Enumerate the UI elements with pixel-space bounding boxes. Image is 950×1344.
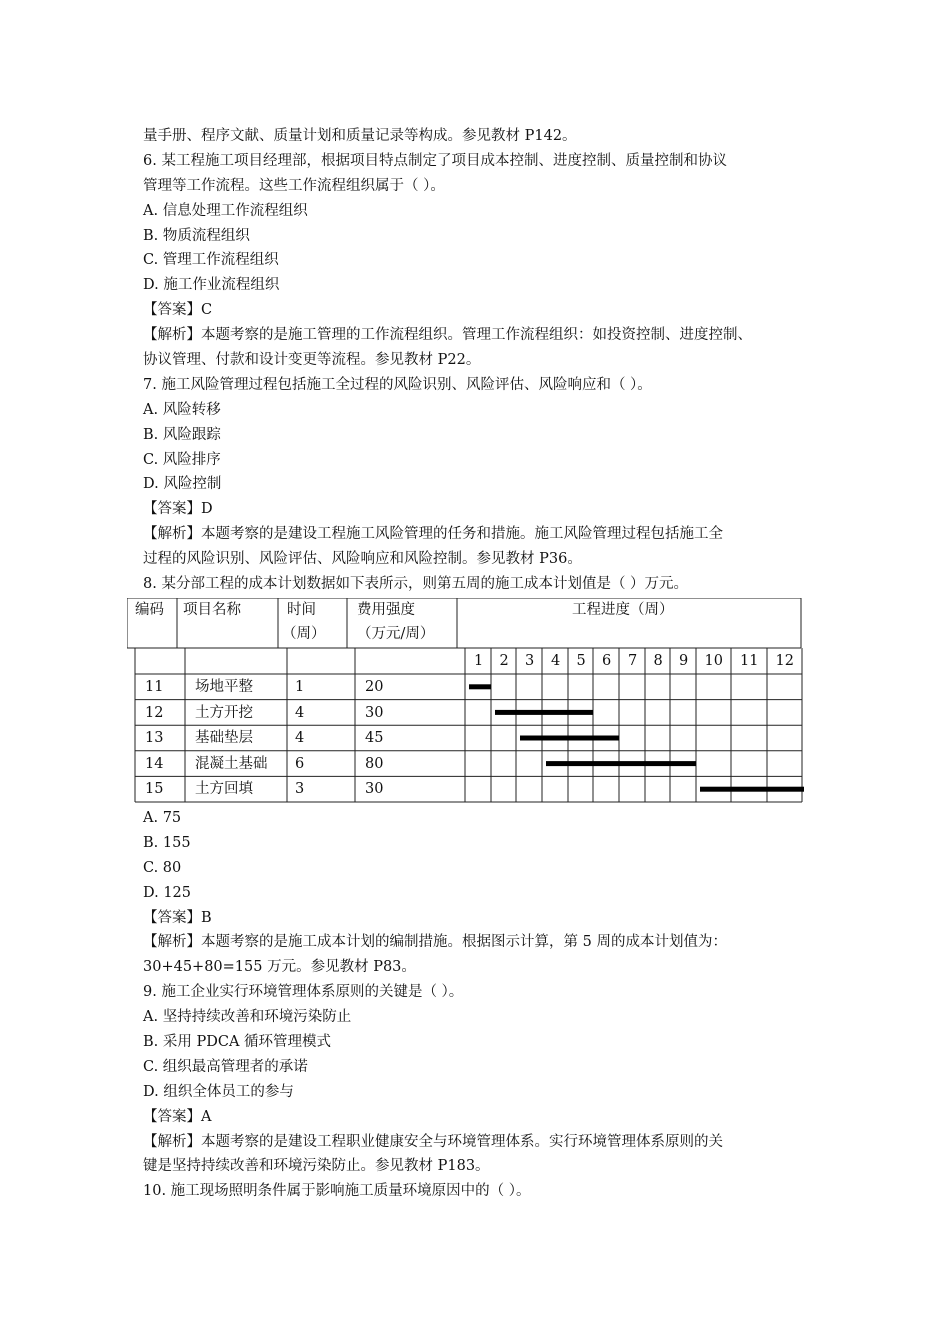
row-duration: 4 (295, 704, 305, 721)
option-c: C. 组织最高管理者的承诺 (143, 1058, 308, 1075)
option-d: D. 施工作业流程组织 (143, 277, 280, 294)
gantt-grid (127, 598, 807, 804)
row-duration: 1 (295, 679, 305, 695)
row-intensity: 45 (365, 730, 384, 747)
week-number: 2 (499, 653, 509, 669)
schedule-bar (546, 761, 696, 766)
option-a: A. 坚持持续改善和环境污染防止 (143, 1009, 352, 1026)
option-c: C. 风险排序 (143, 451, 221, 468)
week-number: 1 (474, 653, 484, 669)
row-name: 场地平整 (195, 679, 253, 695)
question-10-stem: 10. 施工现场照明条件属于影响施工质量环境原因中的（ ）。 (143, 1183, 531, 1200)
text-line: 过程的风险识别、风险评估、风险响应和风险控制。参见教材 P36。 (143, 551, 582, 568)
text-line: 30+45+80=155 万元。参见教材 P83。 (143, 959, 416, 976)
week-number: 8 (653, 653, 663, 669)
row-name: 土方回填 (195, 781, 253, 798)
text-block-before-table (143, 124, 813, 597)
text-line: 量手册、程序文献、质量计划和质量记录等构成。参见教材 P142。 (143, 128, 577, 144)
header-progress: 工程进度（周） (572, 602, 674, 618)
week-number: 9 (679, 653, 689, 669)
text-line: 管理等工作流程。这些工作流程组织属于（ ）。 (143, 177, 445, 194)
header-intensity-unit: （万元/周） (357, 626, 435, 642)
row-code: 14 (145, 755, 164, 772)
analysis-line: 【解析】本题考察的是施工成本计划的编制措施。根据图示计算，第 5 周的成本计划值为： (143, 934, 727, 951)
analysis-line: 【解析】本题考察的是施工管理的工作流程组织。管理工作流程组织：如投资控制、进度控制、 (143, 327, 752, 344)
week-number: 6 (602, 653, 612, 669)
header-name: 项目名称 (183, 602, 241, 618)
answer-line: 【答案】D (143, 501, 213, 518)
row-duration: 3 (295, 781, 305, 798)
option-b: B. 采用 PDCA 循环管理模式 (143, 1034, 332, 1051)
header-code: 编码 (135, 602, 164, 618)
text-line: 键是坚持持续改善和环境污染防止。参见教材 P183。 (143, 1158, 490, 1175)
row-duration: 4 (295, 730, 305, 747)
row-intensity: 80 (365, 755, 384, 772)
question-8-stem: 8. 某分部工程的成本计划数据如下表所示，则第五周的施工成本计划值是（ ）万元。 (143, 576, 689, 593)
option-a: A. 信息处理工作流程组织 (143, 202, 308, 219)
row-intensity: 30 (365, 781, 384, 798)
option-d: D. 风险控制 (143, 476, 222, 493)
row-intensity: 20 (365, 679, 384, 695)
analysis-line: 【解析】本题考察的是建设工程施工风险管理的任务和措施。施工风险管理过程包括施工全 (143, 526, 723, 543)
week-number: 7 (628, 653, 638, 669)
header-duration: 时间 (287, 602, 316, 618)
option-b: B. 155 (143, 834, 191, 851)
week-number: 12 (775, 653, 794, 669)
row-name: 基础垫层 (195, 730, 253, 747)
week-number: 11 (740, 653, 759, 669)
answer-line: 【答案】C (143, 302, 213, 319)
week-number: 5 (576, 653, 586, 669)
question-7-stem: 7. 施工风险管理过程包括施工全过程的风险识别、风险评估、风险响应和（ ）。 (143, 376, 652, 393)
option-c: C. 80 (143, 859, 182, 876)
option-b: B. 风险跟踪 (143, 426, 221, 443)
text-block-after-table (143, 806, 813, 1204)
row-duration: 6 (295, 755, 305, 772)
row-code: 11 (145, 679, 164, 695)
week-number: 10 (704, 653, 723, 669)
week-number: 3 (525, 653, 535, 669)
question-6-stem: 6. 某工程施工项目经理部，根据项目特点制定了项目成本控制、进度控制、质量控制和协议 (143, 152, 727, 169)
text-line: 协议管理、付款和设计变更等流程。参见教材 P22。 (143, 352, 481, 369)
header-intensity: 费用强度 (357, 602, 415, 618)
row-code: 13 (145, 730, 164, 747)
option-c: C. 管理工作流程组织 (143, 252, 279, 269)
question-9-stem: 9. 施工企业实行环境管理体系原则的关键是（ ）。 (143, 984, 464, 1001)
answer-line: 【答案】A (143, 1108, 212, 1125)
header-duration-unit: （周） (282, 626, 326, 642)
schedule-bar (495, 710, 593, 715)
schedule-bar (520, 736, 619, 741)
option-d: D. 组织全体员工的参与 (143, 1083, 294, 1100)
schedule-bar (469, 684, 491, 689)
analysis-line: 【解析】本题考察的是建设工程职业健康安全与环境管理体系。实行环境管理体系原则的关 (143, 1133, 723, 1150)
row-code: 12 (145, 704, 164, 721)
option-a: A. 75 (143, 810, 182, 826)
week-number: 4 (551, 653, 561, 669)
option-b: B. 物质流程组织 (143, 227, 250, 244)
cost-plan-gantt-table (127, 598, 807, 804)
row-intensity: 30 (365, 704, 384, 721)
row-name: 混凝土基础 (195, 755, 268, 772)
row-code: 15 (145, 781, 164, 798)
schedule-bar (700, 787, 804, 792)
option-d: D. 125 (143, 884, 192, 901)
row-name: 土方开挖 (195, 704, 253, 721)
option-a: A. 风险转移 (143, 401, 221, 418)
answer-line: 【答案】B (143, 909, 212, 926)
